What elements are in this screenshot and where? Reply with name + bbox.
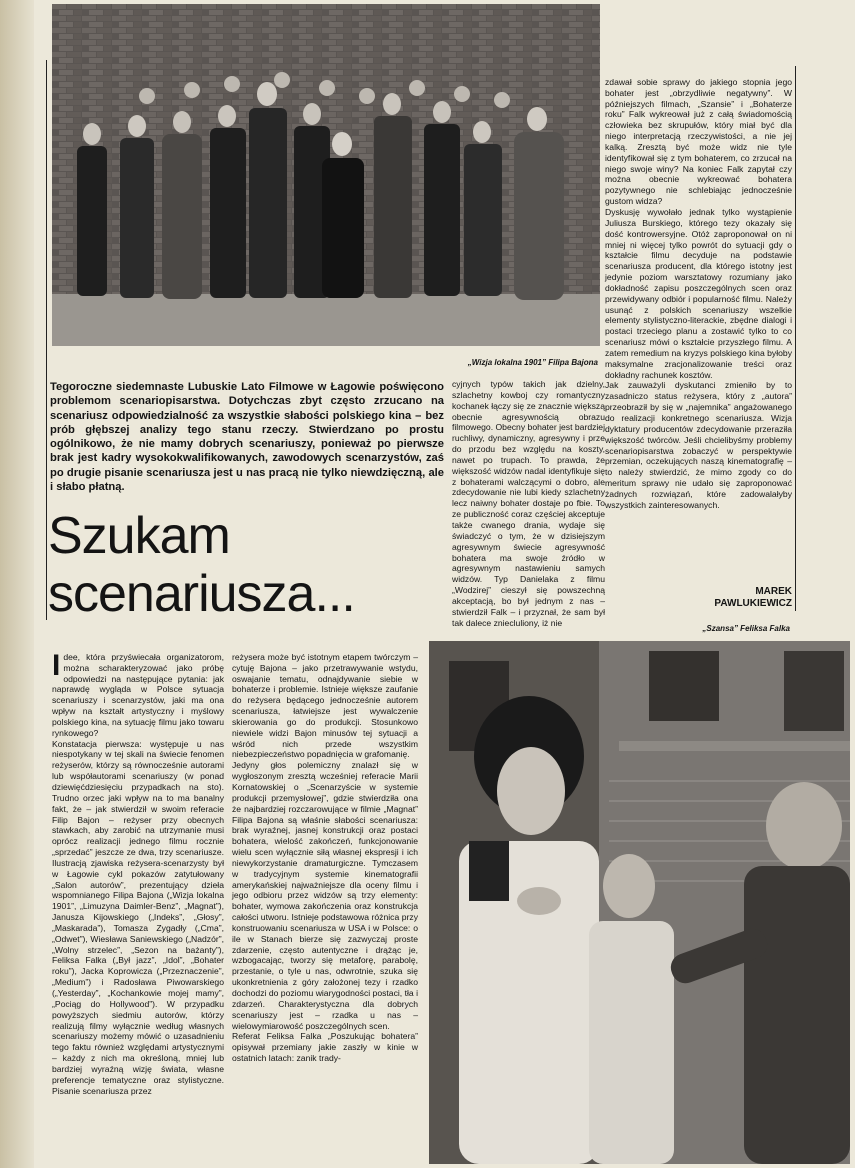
author-last-name: PAWLUKIEWICZ xyxy=(714,598,792,609)
top-photo-wizja-lokalna xyxy=(52,4,600,346)
top-photo-caption: „Wizja lokalna 1901” Filipa Bajona xyxy=(467,358,598,367)
bottom-photo-szansa xyxy=(429,641,850,1164)
article-title-line-1: Szukam xyxy=(48,507,230,565)
article-title xyxy=(48,507,443,623)
article-column-3 xyxy=(452,379,605,628)
column-rule-right xyxy=(795,66,796,611)
column-3-text: cyjnych typów takich jak dzielny, szlachetny kowboj czy romantyczny kochanek łączy się ze znacznie większą obecnie agresywnością obrazu filmowego. Obecny bohater jest bardziej ruchliwy, dynamiczny, agresywny i prze do przodu bez względu na koszty, nawet po trupach. To prawda, że większość widzów nadal identyfikuje się z bohaterami walczącymi o dobro, ale zdecydowanie nie lubi kiedy szlachetny lecz naiwny bohater dostaje po fbie. To ze publiczność coraz częściej akceptuje także cwanego drania, wydaje się świadczyć o tym, że w dzisiejszym agresywnym świecie agresywność bohatera ma swoje źródło w agresywnym nastawieniu samych widzów. Typ Danielaka z filmu „Wodzirej” cieszył się powszechną akceptacją, bo był jednym z nas – stwierdził Falk – i przyznał, że sam był tak dalece zniecluliony, iż nie xyxy=(452,379,605,628)
article-column-1 xyxy=(52,641,224,1119)
column-4-text: zdawał sobie sprawy do jakiego stopnia jego bohater jest „obrzydliwie negatywny”. W późniejszych filmach, „Szansie” i „Bohaterze roku” Falk wykreował już z całą świadomością człowieka bez skrupułów, który miał być dla niego interpretacją rzeczywistości, a nie jej kalką. Zresztą być może widz nie tyle identyfikował się z tym bohaterem, co zrzucał na niego swoje winy? Na koniec Falk zapytał czy można obecnie wykreować bohatera pozytywnego nie schlebiając jednocześnie gustom widza? Dyskusję wywołało jednak tylko wystąpienie Juliusza Burskiego, którego tezy okazały się dość kontrowersyjne. Otóż zaproponował on ni mniej ni więcej tylko powrót do sytuacji gdy o kształcie filmu decyduje na podstawie scenariusza producent, dla którego istotny jest jedynie poziom warsztatowy rozumiany jako dokładność zapisu poszczególnych scen oraz przewidywany odbiór i popularność filmu. Należy usunąć z polskich scenariuszy wszelkie elementy stylistyczno-literackie, zbędne dialogi i postaci trzeciego planu a zostawić tylko to co scenariusz mówi o kształcie przyszłego filmu. A zatem remedium na kryzys polskiego kina byłoby maksymalne zracjonalizowanie treści oraz dokładny rachunek kosztów. Jak zauważyli dyskutanci zmieniło by to zasadniczo status reżysera, który z „autora” przeobraził by się w „najemnika” angażowanego do realizacji konkretnego scenariusza. Wizja dyktatury producentów zdecydowanie przeraziła większość twórców. Jeśli chcielibyśmy problemy scenariopisarstwa zobaczyć w perspektywie przemian, oczekujących naszą kinematografię – to należy stwierdzić, że mimo zgody co do meritum sprawy nie udało się zaproponować żadnych rozwiązań, które zadowalałyby wszystkich zainteresowanych. xyxy=(605,76,792,510)
bottom-photo-caption: „Szansa” Feliksa Falka xyxy=(702,624,790,633)
author-first-name: MAREK xyxy=(755,586,792,597)
article-author xyxy=(600,586,792,610)
article-title-line-2: scenariusza... xyxy=(48,565,355,623)
column-2-text: reżysera może być istotnym etapem twórczym – cytuję Bajona – jako przetrawywanie wstydu, oswajanie tematu, odnajdywanie siebie w bohaterze i problemie. Istnieje większe zaufanie do reżysera będącego jednocześnie autorem scenariusza, łatwiejsze jest wywalczenie skierowania go do produkcji. Stosunkowo niewiele widzi Bajon minusów tej sytuacji a wśród nich przede wszystkim niebezpieczeństwo popadnięcia w grafomanię. Jedyny głos polemiczny znalazł się w wygłoszonym zresztą wcześniej referacie Marii Kornatowskiej o „Scenarzyście w systemie produkcji przemysłowej”, gdzie stwierdziła ona że najbardziej rozczarowujące w filmie „Magnat” Filipa Bajona są właśnie słabości scenariusza: brak wyraźnej, jasnej konstrukcji oraz postaci bohatera, wielość zakończeń, funkcjonowanie wielu scen wyłącznie siłą własnej ekspresji i ich niewykorzystanie dramaturgiczne. Tymczasem w tradycyjnym systemie kinematografii amerykańskiej najważniejsze dla oceny filmu i jego odbioru przez widzów są trzy elementy: bohater, wymowa zakończenia oraz konstrukcja całości utworu. Istnieje podstawowa różnica przy konstruowaniu scenariusza w USA i w Polsce: o ile w Stanach bierze się zazwyczaj proste zdarzenie, często autentyczne i drążąc je, wzbogacając, tworzy się metaforę, parabolę, przestanie, o tyle u nas, odwrotnie, szuka się ukonkretnienia z góry założonej tezy i rzadko dochodzi do poziomu wiarygodności postaci, tła i zdarzeń. Charakterystyczna dla dobrych scenariuszy jest – rzadka u nas – wielowymiarowość poszczególnych scen. Referat Feliksa Falka „Poszukując bohatera” opisywał przemiany jakie zaszły w kinie w ostatnich latach: zanik trady- xyxy=(232,651,418,1064)
column-1-text: dee, która przyświecała organizatorom, można scharakteryzować jako próbę odpowiedzi na następujące pytania: jak naprawdę wygląda w Polsce sytuacja scenariuszy i scenarzystów, jaki ma ona wpływ na kształt artystyczny i myślowy polskiego kina, na sytuację filmu jako towaru rynkowego? Konstatacja pierwsza: występuje u nas niespotykany w tej skali na świecie fenomen reżyserów, którzy są równocześnie autorami lub współautorami scenariuszy (w ponad dziewięćdziesięciu przypadkach na sto). Trudno orzec jaki wpływ na to ma banalny fakt, że – jak stwierdził w swoim referacie Filip Bajon – reżyser przy obecnych stawkach, aby zarobić na utrzymanie musi oprócz realizacji jednego filmu rocznie „sprzedać” jeszcze ze dwa, trzy scenariusze. Ilustracją zjawiska reżysera-scenarzysty był w Łagowie cykl pokazów zatytułowany „Salon autorów”, prezentujący dzieła wspomnianego Filipa Bajona („Wizja lokalna 1901”, „Limuzyna Daimler-Benz”, „Magnat”), Janusza Kijowskiego („Indeks”, „Głosy”, „Maskarada”), Tomasza Zygadły („Cma”, „Odwet”), Wiesława Saniewskiego („Nadzór”, „Wolny strzelec”, „Sezon na bażanty”), Feliksa Falka („Był jazz”, „Idol”, „Bohater roku”), Jacka Koprowicza („Przeznaczenie”, „Medium”) i Radosława Piwowarskiego („Yesterday”, „Kochankowie mojej mamy”, „Pociąg do Hollywood”). W przypadku powyższych siedmiu autorów, którzy realizują filmy wyłącznie według własnych scenariuszy możemy mówić o uzasadnieniu tego faktu również względami artystycznymi – każdy z nich ma określoną, mniej lub bardziej wyraźną wizję świata, własne preferencje tematyczne oraz stylistyczne. Pisanie scenariusza przez xyxy=(52,651,224,1096)
dropcap-letter: I xyxy=(52,648,61,682)
article-column-2 xyxy=(232,641,418,1119)
article-lead: Tegoroczne siedemnaste Lubuskie Lato Filmowe w Łagowie poświęcono problemom scenariopisarstwa. Dotychczas zbyt często zrzucano na scenariusz odpowiedzialność za wszystkie słabości polskiego kina – bez prób głębszej analizy tego stanu rzeczy. Stwierdzano po prostu ogólnikowo, że nie mamy dobrych scenariuszy, ponieważ po pierwsze brak jest kadry wysokokwalifikowanych, zawodowych scenarzystów, zaś po drugie pisanie scenariusza jest u nas pracą nie tylko niewdzięczną, ale i słabo płatną. xyxy=(50,381,444,494)
page-binding-edge xyxy=(0,0,34,1168)
column-rule-left xyxy=(46,60,47,620)
article-column-4 xyxy=(605,66,792,582)
